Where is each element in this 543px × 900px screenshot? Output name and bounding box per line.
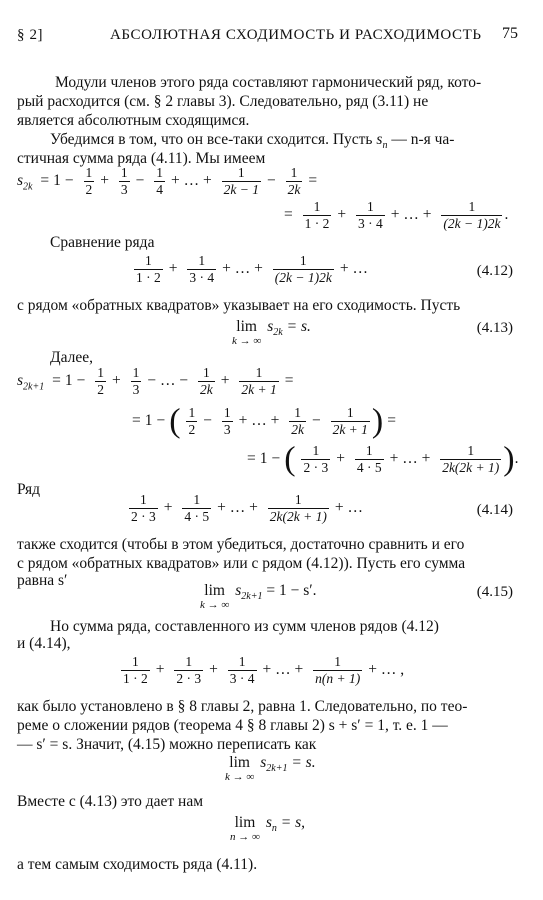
page-number: 75 [502, 25, 518, 42]
p7-line1: также сходится (чтобы в этом убедиться, достаточно сравнить и его [17, 536, 465, 553]
p2-line1: Убедимся в том, что он все-таки сходится. Пусть $s_n$ — n-я ча- [50, 131, 455, 152]
eq-series-sum: $\frac{1}{1 \cdot 2}$ + $\frac{1}{2 \cdot 3}$ + $\frac{1}{3 \cdot 4}$ + … + $\frac{1}{n(n + 1)}$ + … , [123, 654, 405, 687]
p3: Сравнение ряда [50, 234, 155, 251]
eq-number-4-12: (4.12) [476, 263, 513, 279]
p11: а тем самым сходимость ряда (4.11). [17, 856, 258, 873]
eq-number-4-15: (4.15) [476, 584, 513, 600]
eq-s2k1-line2: = 1 − ( $\frac{1}{2}$ − $\frac{1}{3}$ + … + $\frac{1}{2k}$ − $\frac{1}{2k + 1}$ ) = [132, 402, 396, 440]
p7-line3: равна s′ [17, 572, 68, 589]
p1-line1: Модули членов этого ряда составляют гармонический ряд, кото- [55, 74, 482, 91]
p8-line2: и (4.14), [17, 635, 71, 652]
p5: Далее, [50, 349, 93, 366]
eq-s2k-line2: = $\frac{1}{1 \cdot 2}$ + $\frac{1}{3 \cdot 4}$ + … + $\frac{1}{(2k - 1)2k}$ . [284, 199, 509, 232]
p9-line1: как было установлено в § 8 главы 2, равна 1. Следовательно, по тео- [17, 698, 468, 715]
p8-line1: Но сумма ряда, составленного из сумм членов рядов (4.12) [50, 618, 439, 635]
p6: Ряд [17, 481, 41, 498]
p2-line2: стичная сумма ряда (4.11). Мы имеем [17, 150, 266, 167]
p7-line2: с рядом «обратных квадратов» или с рядом (4.12)). Пусть его сумма [17, 555, 466, 572]
eq-s2k-line1: $s_{2k} = 1$ − $\frac{1}{2}$ + $\frac{1}{3}$ − $\frac{1}{4}$ + … + $\frac{1}{2k - 1}$ − $\frac{1}{2k}$ = [17, 165, 318, 198]
eq-4-15: lim k → ∞ $s_{2k+1} = 1 - s'$. [200, 582, 317, 612]
p9-line3: — s′ = s. Значит, (4.15) можно переписать как [17, 736, 317, 753]
eq-number-4-14: (4.14) [476, 502, 513, 518]
header-title: АБСОЛЮТНАЯ СХОДИМОСТЬ И РАСХОДИМОСТЬ [110, 27, 482, 43]
p9-line2: реме о сложении рядов (теорема 4 § 8 главы 2) s + s′ = 1, т. е. 1 — [17, 717, 448, 734]
eq-s2k1-line3: = 1 − ( $\frac{1}{2 \cdot 3}$ + $\frac{1}{4 \cdot 5}$ + … + $\frac{1}{2k(2k + 1)}$ ). [247, 440, 519, 478]
p1-line3: является абсолютным сходящимся. [17, 112, 250, 129]
eq-lim-s2k1: lim k → ∞ $s_{2k+1} = s$. [225, 754, 316, 784]
eq-4-12: $\frac{1}{1 \cdot 2}$ + $\frac{1}{3 \cdot 4}$ + … + $\frac{1}{(2k - 1)2k}$ + … [136, 253, 368, 286]
p10: Вместе с (4.13) это дает нам [17, 793, 204, 810]
eq-4-13: lim k → ∞ $s_{2k} = s$. [232, 318, 311, 348]
p4: с рядом «обратных квадратов» указывает на его сходимость. Пусть [17, 297, 461, 314]
eq-s2k1-line1: $s_{2k+1} = 1$ − $\frac{1}{2}$ + $\frac{1}{3}$ − … − $\frac{1}{2k}$ + $\frac{1}{2k + 1}$ = [17, 365, 294, 398]
eq-number-4-13: (4.13) [476, 320, 513, 336]
eq-4-14: $\frac{1}{2 \cdot 3}$ + $\frac{1}{4 \cdot 5}$ + … + $\frac{1}{2k(2k + 1)}$ + … [131, 492, 363, 525]
p1-line2: рый расходится (см. § 2 главы 3). Следовательно, ряд (3.11) не [17, 93, 429, 110]
header-section: § 2] [17, 27, 44, 43]
eq-lim-sn: lim n → ∞ $s_n = s$, [230, 814, 306, 844]
